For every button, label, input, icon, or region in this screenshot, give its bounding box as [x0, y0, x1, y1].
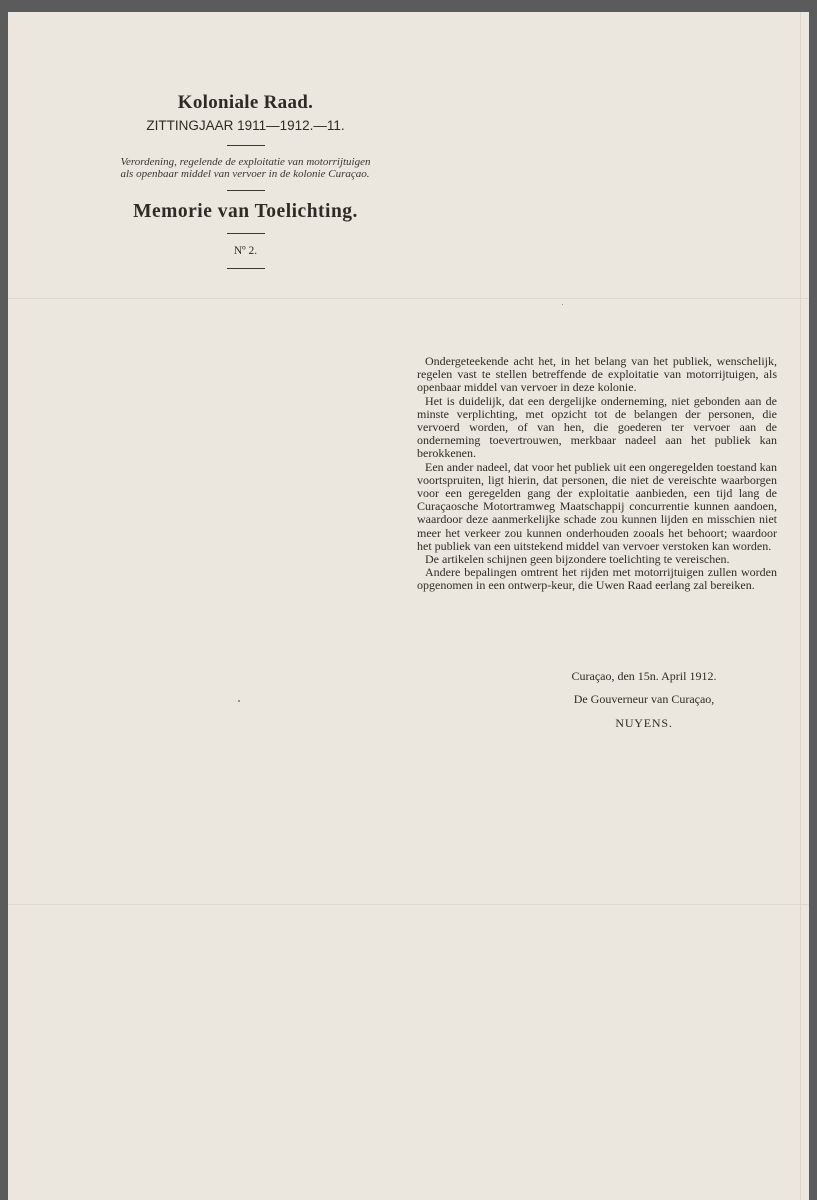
document-number: Nº 2.	[233, 245, 258, 257]
place-and-date: Curaçao, den 15n. April 1912.	[571, 669, 717, 683]
divider	[227, 145, 265, 146]
memo-body	[417, 355, 777, 593]
divider	[227, 233, 265, 234]
body-paragraph: De artikelen schijnen geen bijzondere toelichting te vereischen.	[425, 552, 730, 567]
ordinance-subject: Verordening, regelende de exploitatie van motorrijtuigen als openbaar middel van vervoer in de kolonie Curaçao.	[120, 156, 371, 180]
document-header	[118, 92, 373, 279]
document-page	[8, 12, 809, 1200]
session-year: ZITTINGJAAR 1911—1912.—11.	[146, 118, 345, 133]
body-paragraph: Het is duidelijk, dat een dergelijke onderneming, niet gebonden aan de minste verplichting, met opzicht tot de belangen der personen, die vervoerd worden, of van hen, die goederen ter vervoer aan de onderneming toevertrouwen, merkbaar nadeel aan het publiek kan berokkenen.	[417, 393, 777, 461]
signatory-name: NUYENS.	[615, 716, 673, 730]
body-paragraph: Een ander nadeel, dat voor het publiek uit een ongeregelden toestand kan voortspruiten, ligt hierin, dat personen, die niet de vereischte waarborgen voor een geregelden gang der exploitatie aanbieden, een tijd lang de Curaçaosche Motortramweg Maatschappij concurrentie kunnen aandoen, waardoor deze aanmerkelijke schade zou kunnen lijden en misschien niet meer het verkeer zou kunnen onderhouden zooals het behoort; waardoor het publiek van een uitstekend middel van vervoer verstoken kan worden.	[417, 459, 777, 553]
signatory-role: De Gouverneur van Curaçao,	[573, 692, 715, 706]
council-title: Koloniale Raad.	[177, 92, 314, 113]
body-paragraph: Ondergeteekende acht het, in het belang van het publiek, wenschelijk, regelen vast te stellen betreffende de exploitatie van motorrijtuigen, als openbaar middel van vervoer in deze kolonie.	[417, 354, 777, 395]
memo-title: Memorie van Toelichting.	[133, 201, 358, 222]
divider	[227, 268, 265, 269]
body-paragraph: Andere bepalingen omtrent het rijden met motorrijtuigen zullen worden opgenomen in een ontwerp-keur, die Uwen Raad eerlang zal bereiken.	[417, 565, 777, 593]
paper-fold-line	[8, 904, 809, 905]
paper-speck	[238, 700, 240, 702]
divider	[227, 190, 265, 191]
paper-fold-line	[8, 298, 809, 299]
paper-speck	[562, 304, 563, 305]
paper-edge	[800, 12, 801, 1200]
